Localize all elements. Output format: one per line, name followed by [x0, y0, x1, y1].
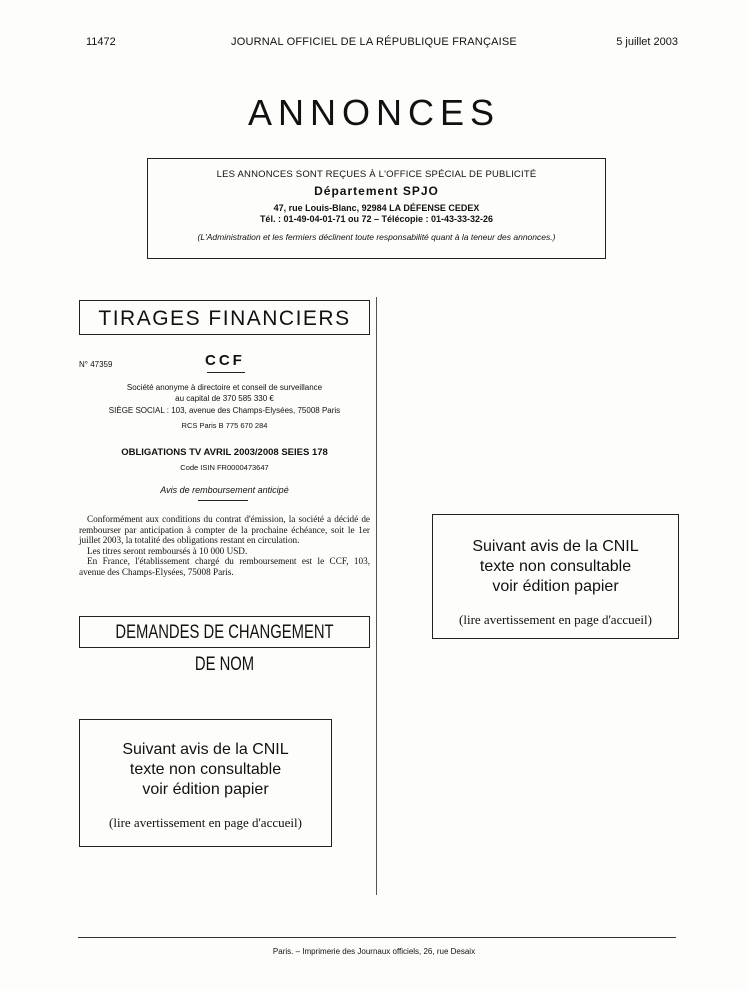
company-capital: au capital de 370 585 330 € [175, 394, 274, 403]
notice-line-department: Département SPJO [314, 184, 439, 198]
cnil-line-3: voir édition papier [142, 781, 269, 798]
announcement-paragraph: Conformément aux conditions du contrat d'émission, la société a décidé de rembourser par anticipation à compter de la prochaine échéance, soit le 1er juillet 2003, la totalité des obligations restant en circulation. [79, 514, 370, 545]
avis-underline [198, 500, 248, 501]
isin-code: Code ISIN FR0000473647 [180, 463, 269, 472]
publication-date: 5 juillet 2003 [616, 36, 678, 48]
journal-title: JOURNAL OFFICIEL DE LA RÉPUBLIQUE FRANÇAISE [231, 36, 517, 48]
cnil-notice-left [79, 719, 332, 847]
cnil-line-4: (lire avertissement en page d'accueil) [459, 612, 652, 627]
footer-imprint: Paris. – Imprimerie des Journaux officiels, 26, rue Desaix [272, 947, 476, 956]
page-number: 11472 [86, 36, 116, 48]
cnil-notice-right [432, 514, 679, 639]
section-heading-tirages: TIRAGES FINANCIERS [79, 300, 370, 335]
notice-number: N° 47359 [79, 360, 113, 369]
notice-box [147, 158, 606, 259]
column-divider [376, 297, 377, 895]
company-underline [207, 372, 245, 373]
cnil-line-1: Suivant avis de la CNIL [122, 741, 289, 758]
section-heading-demandes [79, 616, 370, 675]
notice-line-office: LES ANNONCES SONT REÇUES À L'OFFICE SPÉCIAL DE PUBLICITÉ [216, 169, 537, 180]
company-rcs: RCS Paris B 775 670 284 [181, 421, 268, 430]
company-headquarters: SIÈGE SOCIAL : 103, avenue des Champs-Elysées, 75008 Paris [108, 406, 341, 415]
cnil-line-4: (lire avertissement en page d'accueil) [109, 815, 302, 830]
cnil-line-3: voir édition papier [492, 578, 619, 595]
cnil-line-2: texte non consultable [479, 558, 632, 575]
announcement-paragraph: En France, l'établissement chargé du remboursement est le CCF, 103, avenue des Champs-Elysées, 75008 Paris. [79, 556, 370, 577]
company-description: Société anonyme à directoire et conseil de surveillance [126, 383, 323, 392]
obligations-title: OBLIGATIONS TV AVRIL 2003/2008 SEIES 178 [121, 447, 328, 458]
announcement-body [79, 514, 370, 577]
page-title: ANNONCES [247, 92, 501, 133]
cnil-line-2: texte non consultable [129, 761, 282, 778]
notice-line-phone: Tél. : 01-49-04-01-71 ou 72 – Télécopie : 01-43-33-32-26 [259, 214, 494, 224]
section-heading-demandes-label: DEMANDES DE CHANGEMENT DE NOM [115, 622, 334, 675]
notice-line-address: 47, rue Louis-Blanc, 92984 LA DÉFENSE CEDEX [273, 203, 480, 213]
notice-line-disclaimer: (L'Administration et les fermiers déclinent toute responsabilité quant à la teneur des annonces.) [197, 232, 556, 242]
company-name: CCF [205, 352, 245, 369]
cnil-line-1: Suivant avis de la CNIL [472, 538, 639, 555]
avis-subtitle: Avis de remboursement anticipé [160, 485, 289, 495]
announcement-paragraph: Les titres seront remboursés à 10 000 USD. [87, 545, 248, 556]
footer-rule [78, 937, 676, 938]
